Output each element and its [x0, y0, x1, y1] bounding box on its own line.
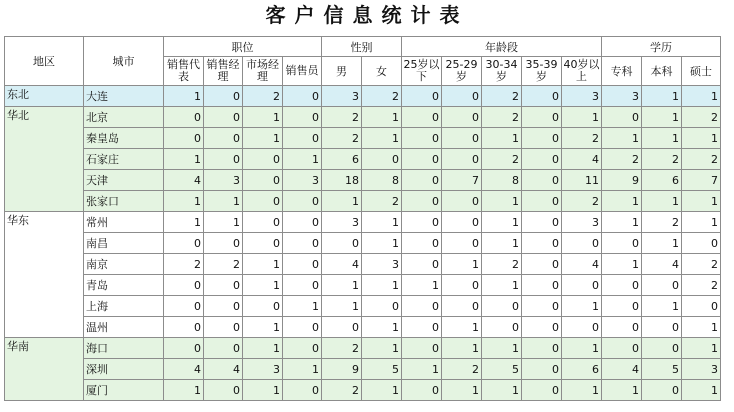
value-cell: 0: [402, 233, 442, 254]
value-cell: 2: [482, 254, 522, 275]
value-cell: 0: [442, 212, 482, 233]
header-salesperson: 销售员: [283, 57, 322, 86]
value-cell: 2: [243, 86, 283, 107]
value-cell: 1: [642, 128, 682, 149]
header-marketing-manager: 市场经理: [243, 57, 283, 86]
value-cell: 1: [482, 275, 522, 296]
value-cell: 1: [243, 338, 283, 359]
value-cell: 0: [482, 317, 522, 338]
value-cell: 1: [362, 212, 402, 233]
value-cell: 0: [164, 338, 204, 359]
value-cell: 0: [442, 149, 482, 170]
value-cell: 5: [362, 359, 402, 380]
table-row: [5, 296, 721, 317]
value-cell: 0: [164, 233, 204, 254]
value-cell: 2: [322, 338, 362, 359]
value-cell: 0: [682, 296, 721, 317]
value-cell: 4: [322, 254, 362, 275]
value-cell: 0: [522, 128, 562, 149]
value-cell: 0: [283, 338, 322, 359]
value-cell: 0: [362, 149, 402, 170]
value-cell: 1: [402, 275, 442, 296]
value-cell: 4: [164, 359, 204, 380]
value-cell: 0: [522, 317, 562, 338]
value-cell: 1: [442, 317, 482, 338]
value-cell: 0: [204, 296, 243, 317]
value-cell: 0: [204, 233, 243, 254]
value-cell: 0: [522, 86, 562, 107]
value-cell: 1: [164, 86, 204, 107]
value-cell: 0: [642, 275, 682, 296]
value-cell: 0: [522, 254, 562, 275]
value-cell: 1: [362, 338, 402, 359]
value-cell: 1: [164, 149, 204, 170]
city-cell: 天津: [84, 170, 164, 191]
value-cell: 1: [682, 317, 721, 338]
city-cell: 南京: [84, 254, 164, 275]
value-cell: 1: [562, 296, 602, 317]
city-cell: 大连: [84, 86, 164, 107]
value-cell: 0: [402, 254, 442, 275]
value-cell: 0: [204, 380, 243, 401]
table-row: [5, 317, 721, 338]
value-cell: 1: [243, 317, 283, 338]
value-cell: 0: [562, 233, 602, 254]
value-cell: 2: [322, 107, 362, 128]
value-cell: 1: [682, 128, 721, 149]
value-cell: 2: [482, 149, 522, 170]
value-cell: 0: [482, 296, 522, 317]
value-cell: 1: [164, 212, 204, 233]
value-cell: 1: [642, 191, 682, 212]
value-cell: 0: [522, 338, 562, 359]
value-cell: 9: [602, 170, 642, 191]
value-cell: 8: [362, 170, 402, 191]
value-cell: 0: [283, 86, 322, 107]
city-cell: 温州: [84, 317, 164, 338]
value-cell: 0: [204, 86, 243, 107]
value-cell: 1: [682, 380, 721, 401]
value-cell: 3: [283, 170, 322, 191]
header-master: 硕士: [682, 57, 721, 86]
value-cell: 0: [402, 380, 442, 401]
value-cell: 2: [164, 254, 204, 275]
value-cell: 0: [243, 233, 283, 254]
value-cell: 0: [164, 296, 204, 317]
header-city: 城市: [84, 37, 164, 86]
value-cell: 0: [204, 275, 243, 296]
value-cell: 0: [243, 170, 283, 191]
value-cell: 0: [283, 107, 322, 128]
region-cell: 华南: [5, 338, 84, 401]
value-cell: 8: [482, 170, 522, 191]
value-cell: 2: [204, 254, 243, 275]
city-cell: 北京: [84, 107, 164, 128]
value-cell: 1: [362, 317, 402, 338]
value-cell: 1: [283, 149, 322, 170]
value-cell: 3: [322, 86, 362, 107]
value-cell: 0: [283, 275, 322, 296]
value-cell: 7: [682, 170, 721, 191]
value-cell: 2: [362, 86, 402, 107]
value-cell: 1: [682, 191, 721, 212]
city-cell: 海口: [84, 338, 164, 359]
table-row: [5, 338, 721, 359]
city-cell: 石家庄: [84, 149, 164, 170]
header-male: 男: [322, 57, 362, 86]
region-cell: 华东: [5, 212, 84, 338]
value-cell: 1: [602, 380, 642, 401]
value-cell: 0: [522, 275, 562, 296]
value-cell: 0: [322, 233, 362, 254]
value-cell: 0: [204, 338, 243, 359]
value-cell: 1: [562, 107, 602, 128]
value-cell: 1: [442, 338, 482, 359]
city-cell: 厦门: [84, 380, 164, 401]
value-cell: 1: [322, 191, 362, 212]
customer-stats-table: [4, 36, 721, 401]
value-cell: 2: [562, 191, 602, 212]
value-cell: 1: [562, 338, 602, 359]
value-cell: 0: [682, 233, 721, 254]
value-cell: 2: [642, 212, 682, 233]
value-cell: 0: [283, 254, 322, 275]
table-body: [5, 86, 721, 401]
value-cell: 0: [164, 317, 204, 338]
header-sales-rep: 销售代表: [164, 57, 204, 86]
header-sales-manager: 销售经理: [204, 57, 243, 86]
value-cell: 0: [442, 233, 482, 254]
table-row: [5, 359, 721, 380]
header-group-gender: 性别: [322, 37, 402, 57]
table-row: [5, 149, 721, 170]
value-cell: 0: [402, 212, 442, 233]
city-cell: 南昌: [84, 233, 164, 254]
value-cell: 7: [442, 170, 482, 191]
value-cell: 2: [482, 107, 522, 128]
value-cell: 1: [243, 128, 283, 149]
value-cell: 4: [562, 254, 602, 275]
value-cell: 1: [682, 212, 721, 233]
value-cell: 1: [442, 254, 482, 275]
value-cell: 0: [283, 128, 322, 149]
value-cell: 0: [402, 338, 442, 359]
value-cell: 1: [362, 107, 402, 128]
value-cell: 0: [402, 170, 442, 191]
city-cell: 常州: [84, 212, 164, 233]
value-cell: 0: [243, 149, 283, 170]
value-cell: 2: [602, 149, 642, 170]
value-cell: 3: [562, 212, 602, 233]
header-junior-college: 专科: [602, 57, 642, 86]
value-cell: 1: [362, 128, 402, 149]
value-cell: 2: [362, 191, 402, 212]
value-cell: 0: [522, 149, 562, 170]
value-cell: 1: [682, 338, 721, 359]
value-cell: 0: [402, 128, 442, 149]
value-cell: 4: [642, 254, 682, 275]
value-cell: 2: [682, 254, 721, 275]
value-cell: 0: [402, 86, 442, 107]
value-cell: 4: [204, 359, 243, 380]
value-cell: 2: [682, 275, 721, 296]
value-cell: 0: [283, 380, 322, 401]
value-cell: 2: [682, 107, 721, 128]
value-cell: 1: [362, 233, 402, 254]
value-cell: 3: [322, 212, 362, 233]
table-row: [5, 275, 721, 296]
table-row: [5, 128, 721, 149]
value-cell: 3: [362, 254, 402, 275]
value-cell: 1: [322, 275, 362, 296]
value-cell: 0: [204, 149, 243, 170]
value-cell: 1: [602, 191, 642, 212]
value-cell: 0: [164, 107, 204, 128]
value-cell: 2: [322, 380, 362, 401]
value-cell: 1: [642, 107, 682, 128]
value-cell: 0: [402, 191, 442, 212]
city-cell: 秦皇岛: [84, 128, 164, 149]
value-cell: 0: [402, 317, 442, 338]
region-cell: 东北: [5, 86, 84, 107]
value-cell: 1: [642, 233, 682, 254]
value-cell: 11: [562, 170, 602, 191]
value-cell: 2: [482, 86, 522, 107]
table-row: [5, 233, 721, 254]
value-cell: 0: [243, 191, 283, 212]
value-cell: 0: [283, 212, 322, 233]
value-cell: 0: [243, 296, 283, 317]
value-cell: 1: [283, 359, 322, 380]
table-row: [5, 191, 721, 212]
table-row: [5, 254, 721, 275]
city-cell: 青岛: [84, 275, 164, 296]
value-cell: 0: [442, 296, 482, 317]
value-cell: 1: [442, 380, 482, 401]
value-cell: 1: [243, 275, 283, 296]
value-cell: 0: [602, 296, 642, 317]
value-cell: 0: [402, 149, 442, 170]
value-cell: 1: [283, 296, 322, 317]
value-cell: 4: [164, 170, 204, 191]
value-cell: 1: [362, 380, 402, 401]
value-cell: 4: [602, 359, 642, 380]
value-cell: 18: [322, 170, 362, 191]
page-title: 客户信息统计表: [265, 3, 469, 27]
value-cell: 0: [164, 128, 204, 149]
value-cell: 0: [204, 107, 243, 128]
value-cell: 0: [602, 317, 642, 338]
value-cell: 1: [682, 86, 721, 107]
header-region: 地区: [5, 37, 84, 86]
value-cell: 1: [642, 296, 682, 317]
value-cell: 5: [642, 359, 682, 380]
value-cell: 0: [642, 338, 682, 359]
value-cell: 1: [602, 254, 642, 275]
city-cell: 上海: [84, 296, 164, 317]
region-cell: 华北: [5, 107, 84, 212]
value-cell: 0: [522, 359, 562, 380]
header-age-under-25: 25岁以下: [402, 57, 442, 86]
value-cell: 0: [283, 191, 322, 212]
value-cell: 6: [642, 170, 682, 191]
table-row: [5, 380, 721, 401]
header-age-30-34: 30-34岁: [482, 57, 522, 86]
value-cell: 3: [204, 170, 243, 191]
value-cell: 1: [362, 275, 402, 296]
value-cell: 1: [164, 380, 204, 401]
value-cell: 0: [522, 107, 562, 128]
value-cell: 2: [562, 128, 602, 149]
value-cell: 2: [322, 128, 362, 149]
value-cell: 1: [642, 86, 682, 107]
value-cell: 0: [642, 380, 682, 401]
value-cell: 0: [642, 317, 682, 338]
value-cell: 1: [402, 359, 442, 380]
value-cell: 3: [562, 86, 602, 107]
value-cell: 0: [562, 275, 602, 296]
value-cell: 0: [602, 107, 642, 128]
value-cell: 0: [442, 107, 482, 128]
value-cell: 1: [204, 212, 243, 233]
value-cell: 0: [602, 233, 642, 254]
value-cell: 0: [522, 212, 562, 233]
value-cell: 0: [243, 212, 283, 233]
value-cell: 2: [642, 149, 682, 170]
value-cell: 0: [442, 275, 482, 296]
value-cell: 0: [283, 233, 322, 254]
value-cell: 3: [682, 359, 721, 380]
value-cell: 0: [522, 191, 562, 212]
value-cell: 0: [402, 296, 442, 317]
value-cell: 1: [204, 191, 243, 212]
value-cell: 1: [164, 191, 204, 212]
value-cell: 0: [283, 317, 322, 338]
value-cell: 1: [602, 128, 642, 149]
value-cell: 6: [562, 359, 602, 380]
value-cell: 1: [243, 254, 283, 275]
value-cell: 0: [602, 275, 642, 296]
value-cell: 1: [322, 296, 362, 317]
header-age-40-plus: 40岁以上: [562, 57, 602, 86]
header-age-25-29: 25-29岁: [442, 57, 482, 86]
value-cell: 1: [243, 380, 283, 401]
value-cell: 0: [322, 317, 362, 338]
value-cell: 1: [482, 338, 522, 359]
city-cell: 深圳: [84, 359, 164, 380]
value-cell: 0: [522, 233, 562, 254]
table-row: [5, 212, 721, 233]
value-cell: 0: [402, 107, 442, 128]
value-cell: 6: [322, 149, 362, 170]
value-cell: 5: [482, 359, 522, 380]
value-cell: 0: [164, 275, 204, 296]
header-group-education: 学历: [602, 37, 721, 57]
value-cell: 0: [602, 338, 642, 359]
header-group-position: 职位: [164, 37, 322, 57]
value-cell: 0: [522, 170, 562, 191]
value-cell: 1: [482, 128, 522, 149]
value-cell: 0: [522, 296, 562, 317]
header-group-age: 年龄段: [402, 37, 602, 57]
table-row: [5, 107, 721, 128]
value-cell: 2: [682, 149, 721, 170]
value-cell: 1: [562, 380, 602, 401]
header-age-35-39: 35-39岁: [522, 57, 562, 86]
value-cell: 3: [602, 86, 642, 107]
value-cell: 0: [204, 317, 243, 338]
value-cell: 4: [562, 149, 602, 170]
value-cell: 0: [442, 86, 482, 107]
value-cell: 2: [442, 359, 482, 380]
value-cell: 1: [482, 380, 522, 401]
value-cell: 0: [442, 128, 482, 149]
value-cell: 0: [522, 380, 562, 401]
table-row: [5, 170, 721, 191]
value-cell: 1: [602, 212, 642, 233]
value-cell: 0: [562, 317, 602, 338]
value-cell: 3: [243, 359, 283, 380]
value-cell: 1: [482, 212, 522, 233]
value-cell: 1: [243, 107, 283, 128]
value-cell: 0: [204, 128, 243, 149]
value-cell: 9: [322, 359, 362, 380]
header-female: 女: [362, 57, 402, 86]
city-cell: 张家口: [84, 191, 164, 212]
table-row: [5, 86, 721, 107]
value-cell: 1: [482, 233, 522, 254]
value-cell: 1: [482, 191, 522, 212]
value-cell: 0: [442, 191, 482, 212]
header-bachelor: 本科: [642, 57, 682, 86]
value-cell: 0: [362, 296, 402, 317]
